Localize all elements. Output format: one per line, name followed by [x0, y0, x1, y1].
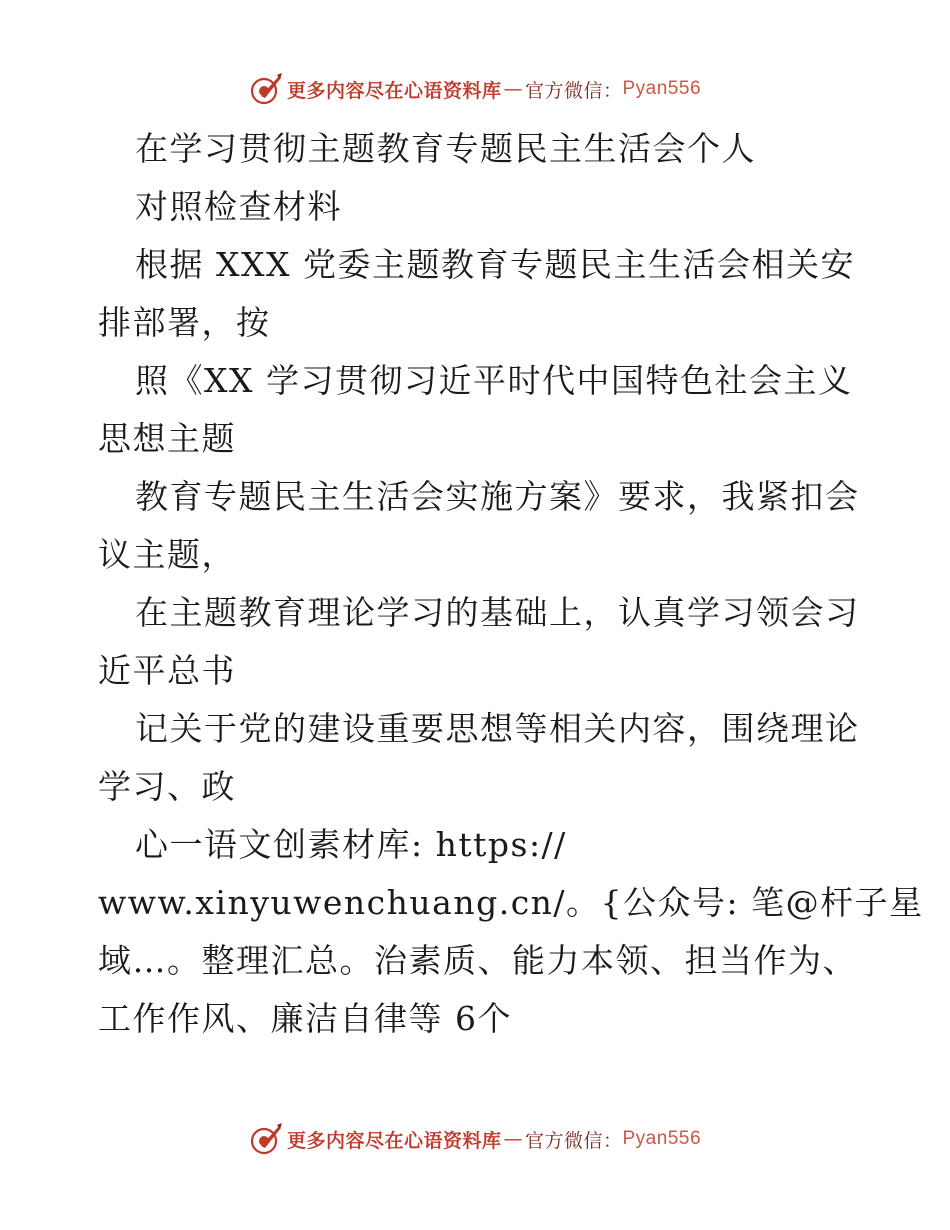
paragraph-line: 域…。整理汇总。治素质、能力本领、担当作为、: [98, 941, 857, 980]
footer-site-text: 更多内容尽在心语资料库: [286, 1129, 502, 1152]
paragraph-line: www.xinyuwenchuang.cn/。{公众号: 笔@杆子星: [98, 883, 924, 922]
header-watermark: [0, 72, 950, 106]
footer-wechat-id: Pyan556: [622, 1128, 702, 1149]
header-dash: —: [503, 78, 523, 100]
quill-logo-icon: [249, 72, 283, 106]
header-wechat-id: Pyan556: [622, 78, 702, 99]
header-wechat-label: 官方微信：: [524, 79, 623, 102]
paragraph-line: 心一语文创素材库: https://: [135, 825, 567, 864]
paragraph-line: 教育专题民主生活会实施方案》要求，我紧扣会: [135, 477, 860, 516]
paragraph-line: 议主题，: [98, 535, 236, 574]
paragraph-line: 记关于党的建设重要思想等相关内容，围绕理论: [135, 709, 860, 748]
paragraph-line: 工作作风、廉洁自律等 6个: [98, 999, 512, 1038]
quill-logo-icon: [249, 1122, 283, 1156]
paragraph-line: 近平总书: [98, 651, 236, 690]
paragraph-line: 思想主题: [98, 419, 236, 458]
paragraph-line: 排部署，按: [98, 303, 271, 342]
title-line-2: 对照检查材料: [135, 187, 342, 226]
footer-wechat-label: 官方微信：: [524, 1129, 623, 1152]
paragraph-line: 学习、政: [98, 767, 236, 806]
title-line-1: 在学习贯彻主题教育专题民主生活会个人: [135, 129, 756, 168]
header-site-text: 更多内容尽在心语资料库: [286, 79, 502, 102]
document-body: [98, 120, 924, 1048]
paragraph-line: 照《XX 学习贯彻习近平时代中国特色社会主义: [135, 361, 853, 400]
footer-dash: —: [503, 1128, 523, 1150]
footer-watermark: [0, 1122, 950, 1156]
paragraph-line: 在主题教育理论学习的基础上，认真学习领会习: [135, 593, 860, 632]
paragraph-line: 根据 XXX 党委主题教育专题民主生活会相关安: [135, 245, 855, 284]
